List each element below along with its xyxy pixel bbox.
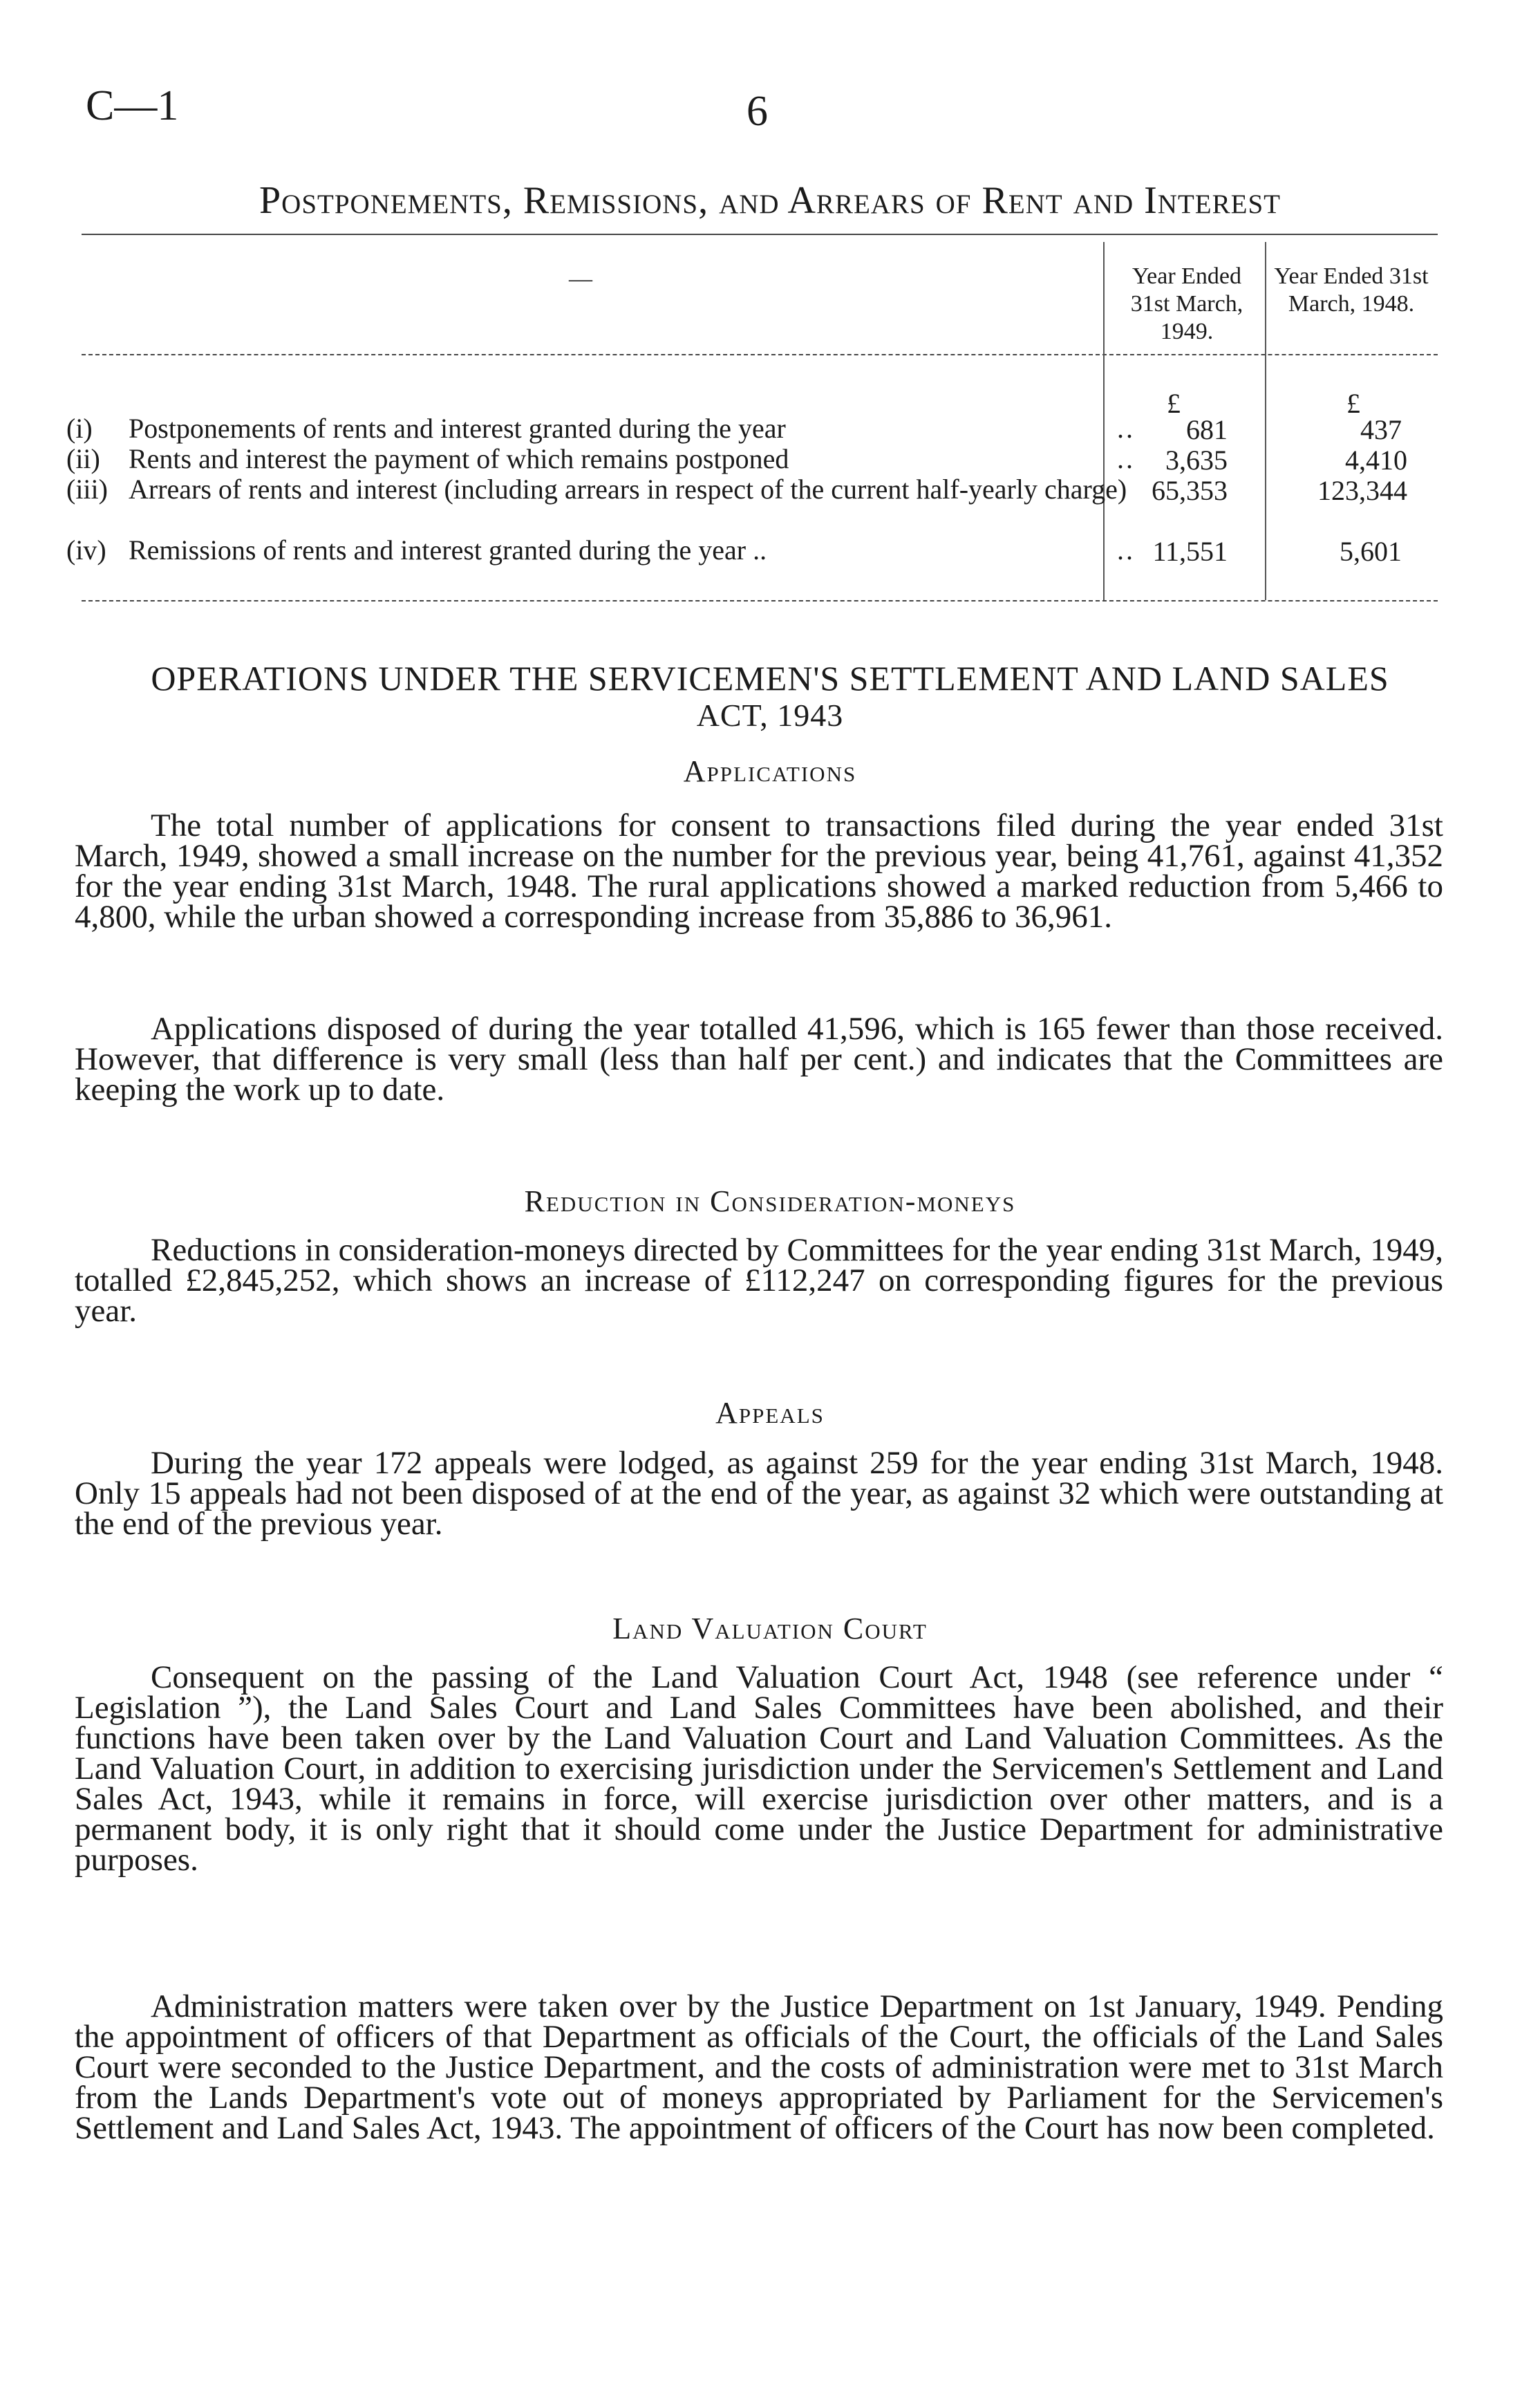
value-1949: 3,635 xyxy=(1165,445,1228,476)
reduction-paragraph: Reductions in consideration-moneys directed by Committees for the year ending 31st March, 1949, totalled £2,845,252, which shows an increase of £112,247 on corresponding figures for the previous year. xyxy=(75,1232,1443,1329)
value-1948: 4,410 xyxy=(1345,445,1407,476)
land-valuation-paragraph-2: Administration matters were taken over by the Justice Department on 1st January, 1949. Pending the appointment of officers of that Department as officials of the Court, the officials of the Land Sales Court were seconded to the Justice Department, and the costs of administration were met to 31st March from the Lands Department's vote out of moneys appropriated by Parliament for the Servicemen's Settlement and Land Sales Act, 1943. The appointment of officers of the Court has now been completed. xyxy=(75,1988,1443,2146)
appeals-paragraph: During the year 172 appeals were lodged, as against 259 for the year ending 31st March, 1948. Only 15 appeals had not been disposed of at the end of the year, as against 32 which were outstanding at the end of the previous year. xyxy=(75,1445,1443,1542)
row-label: Arrears of rents and interest (including arrears in respect of the current half-yearly charge) xyxy=(129,474,1127,505)
column-header-1949: Year Ended 31st March, 1949. xyxy=(1130,263,1243,344)
land-valuation-paragraph-1: Consequent on the passing of the Land Valuation Court Act, 1948 (see reference under “ Legislation ”), the Land Sales Court and Land Sales Committees have been abolished, and their functions have been taken over by the Land Valuation Court and Land Valuation Committees. As the Land Valuation Court, in addition to exercising jurisdiction under the Servicemen's Settlement and Land Sales Act, 1943, while it remains in force, will exercise jurisdiction over other matters, and is a permanent body, it is only right that it should come under the Justice Department for administrative purposes. xyxy=(75,1659,1443,1878)
land-valuation-heading: Land Valuation Court xyxy=(612,1612,928,1645)
row-label: Postponements of rents and interest granted during the year .. xyxy=(129,413,1135,444)
table-top-rule xyxy=(82,234,1438,235)
row-number: (iv) xyxy=(66,534,106,566)
applications-heading: Applications xyxy=(683,754,857,788)
section-title: OPERATIONS UNDER THE SERVICEMEN'S SETTLEMENT AND LAND SALES xyxy=(151,659,1389,698)
blank-column-header: — xyxy=(569,266,592,292)
table-row xyxy=(66,534,1135,566)
value-1949: 11,551 xyxy=(1152,536,1228,567)
table-row xyxy=(66,443,1135,474)
table-bottom-rule xyxy=(82,600,1438,601)
table-title: Postponements, Remissions, and Arrears of Rent and Interest xyxy=(259,179,1281,222)
row-number: (ii) xyxy=(66,443,100,474)
value-1949: 65,353 xyxy=(1152,475,1228,506)
currency-symbol-1948: £ xyxy=(1346,388,1360,419)
row-label: Rents and interest the payment of which remains postponed .. xyxy=(129,443,1135,474)
value-1948: 5,601 xyxy=(1340,536,1402,567)
row-number: (i) xyxy=(66,413,93,444)
value-1948: 123,344 xyxy=(1317,475,1407,506)
table-column-divider xyxy=(1265,242,1266,600)
document-reference: C—1 xyxy=(86,82,179,129)
reduction-heading: Reduction in Consideration-moneys xyxy=(524,1184,1016,1218)
row-label: Remissions of rents and interest granted during the year .. .. xyxy=(129,534,1135,566)
currency-symbol-1949: £ xyxy=(1167,388,1181,419)
appeals-heading: Appeals xyxy=(715,1396,825,1430)
section-title-line-2: ACT, 1943 xyxy=(696,698,844,733)
table-row xyxy=(66,474,1127,535)
table-header-rule xyxy=(82,354,1438,355)
page-number: 6 xyxy=(746,88,768,135)
value-1949: 681 xyxy=(1186,414,1228,445)
value-1948: 437 xyxy=(1360,414,1402,445)
table-row xyxy=(66,413,1135,444)
column-header-1948: Year Ended 31st March, 1948. xyxy=(1274,263,1429,317)
row-number: (iii) xyxy=(66,474,108,505)
applications-paragraph-2: Applications disposed of during the year totalled 41,596, which is 165 fewer than those received. However, that difference is very small (less than half per cent.) and indicates that the Committees are keeping the work up to date. xyxy=(75,1011,1443,1108)
applications-paragraph-1: The total number of applications for consent to transactions filed during the year ended 31st March, 1949, showed a small increase on the number for the previous year, being 41,761, against 41,352 for the year ending 31st March, 1948. The rural applications showed a marked reduction from 5,466 to 4,800, while the urban showed a corresponding increase from 35,886 to 36,961. xyxy=(75,808,1443,935)
